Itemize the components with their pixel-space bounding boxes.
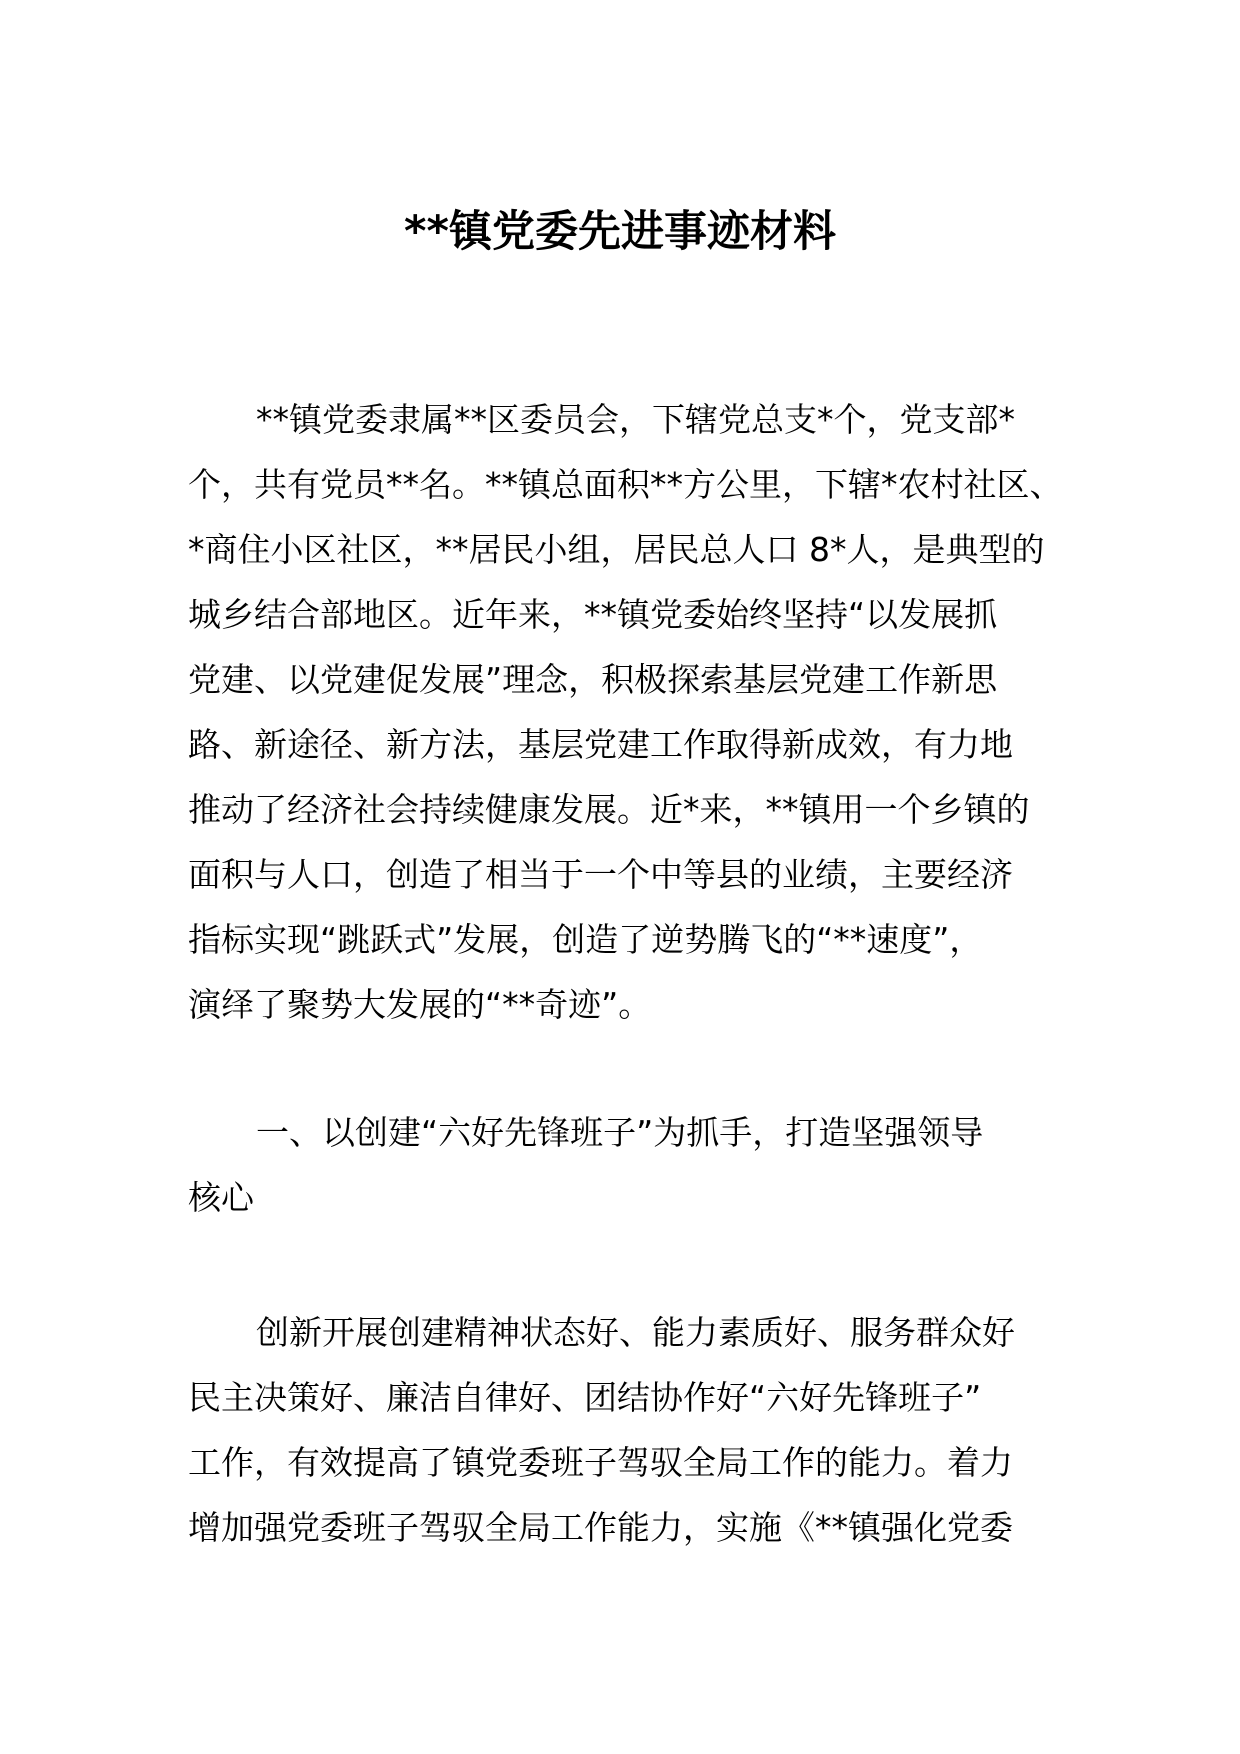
paragraph-line: 个，共有党员**名。**镇总面积**方公里，下辖*农村社区、 xyxy=(188,465,1063,504)
paragraph-line: 党建、以党建促发展”理念，积极探索基层党建工作新思 xyxy=(188,660,998,699)
document-title: **镇党委先进事迹材料 xyxy=(404,207,836,257)
section-paragraph xyxy=(188,1300,1088,1560)
paragraph-line: 创新开展创建精神状态好、能力素质好、服务群众好 xyxy=(256,1313,1015,1352)
paragraph-line: 指标实现“跳跃式”发展，创造了逆势腾飞的“**速度”， xyxy=(188,920,983,959)
paragraph-line: 推动了经济社会持续健康发展。近*来，**镇用一个乡镇的 xyxy=(188,790,1030,829)
paragraph-line: 路、新途径、新方法，基层党建工作取得新成效，有力地 xyxy=(188,725,1013,764)
paragraph-line: 工作，有效提高了镇党委班子驾驭全局工作的能力。着力 xyxy=(188,1443,1013,1482)
paragraph-line: **镇党委隶属**区委员会，下辖党总支*个，党支部* xyxy=(256,400,1015,439)
paragraph-line: 增加强党委班子驾驭全局工作能力，实施《**镇强化党委 xyxy=(188,1508,1013,1547)
section-heading xyxy=(188,1100,1088,1230)
intro-paragraph xyxy=(188,387,1088,1037)
paragraph-line: *商住小区社区，**居民小组，居民总人口 8*人，是典型的 xyxy=(188,530,1045,569)
paragraph-line: 演绎了聚势大发展的“**奇迹”。 xyxy=(188,985,652,1024)
paragraph-line: 面积与人口，创造了相当于一个中等县的业绩，主要经济 xyxy=(188,855,1013,894)
paragraph-line: 城乡结合部地区。近年来，**镇党委始终坚持“以发展抓 xyxy=(188,595,998,634)
heading-line: 一、以创建“六好先锋班子”为抓手，打造坚强领导 xyxy=(256,1113,984,1152)
paragraph-line: 民主决策好、廉洁自律好、团结协作好“六好先锋班子” xyxy=(188,1378,982,1417)
heading-line: 核心 xyxy=(188,1178,254,1217)
